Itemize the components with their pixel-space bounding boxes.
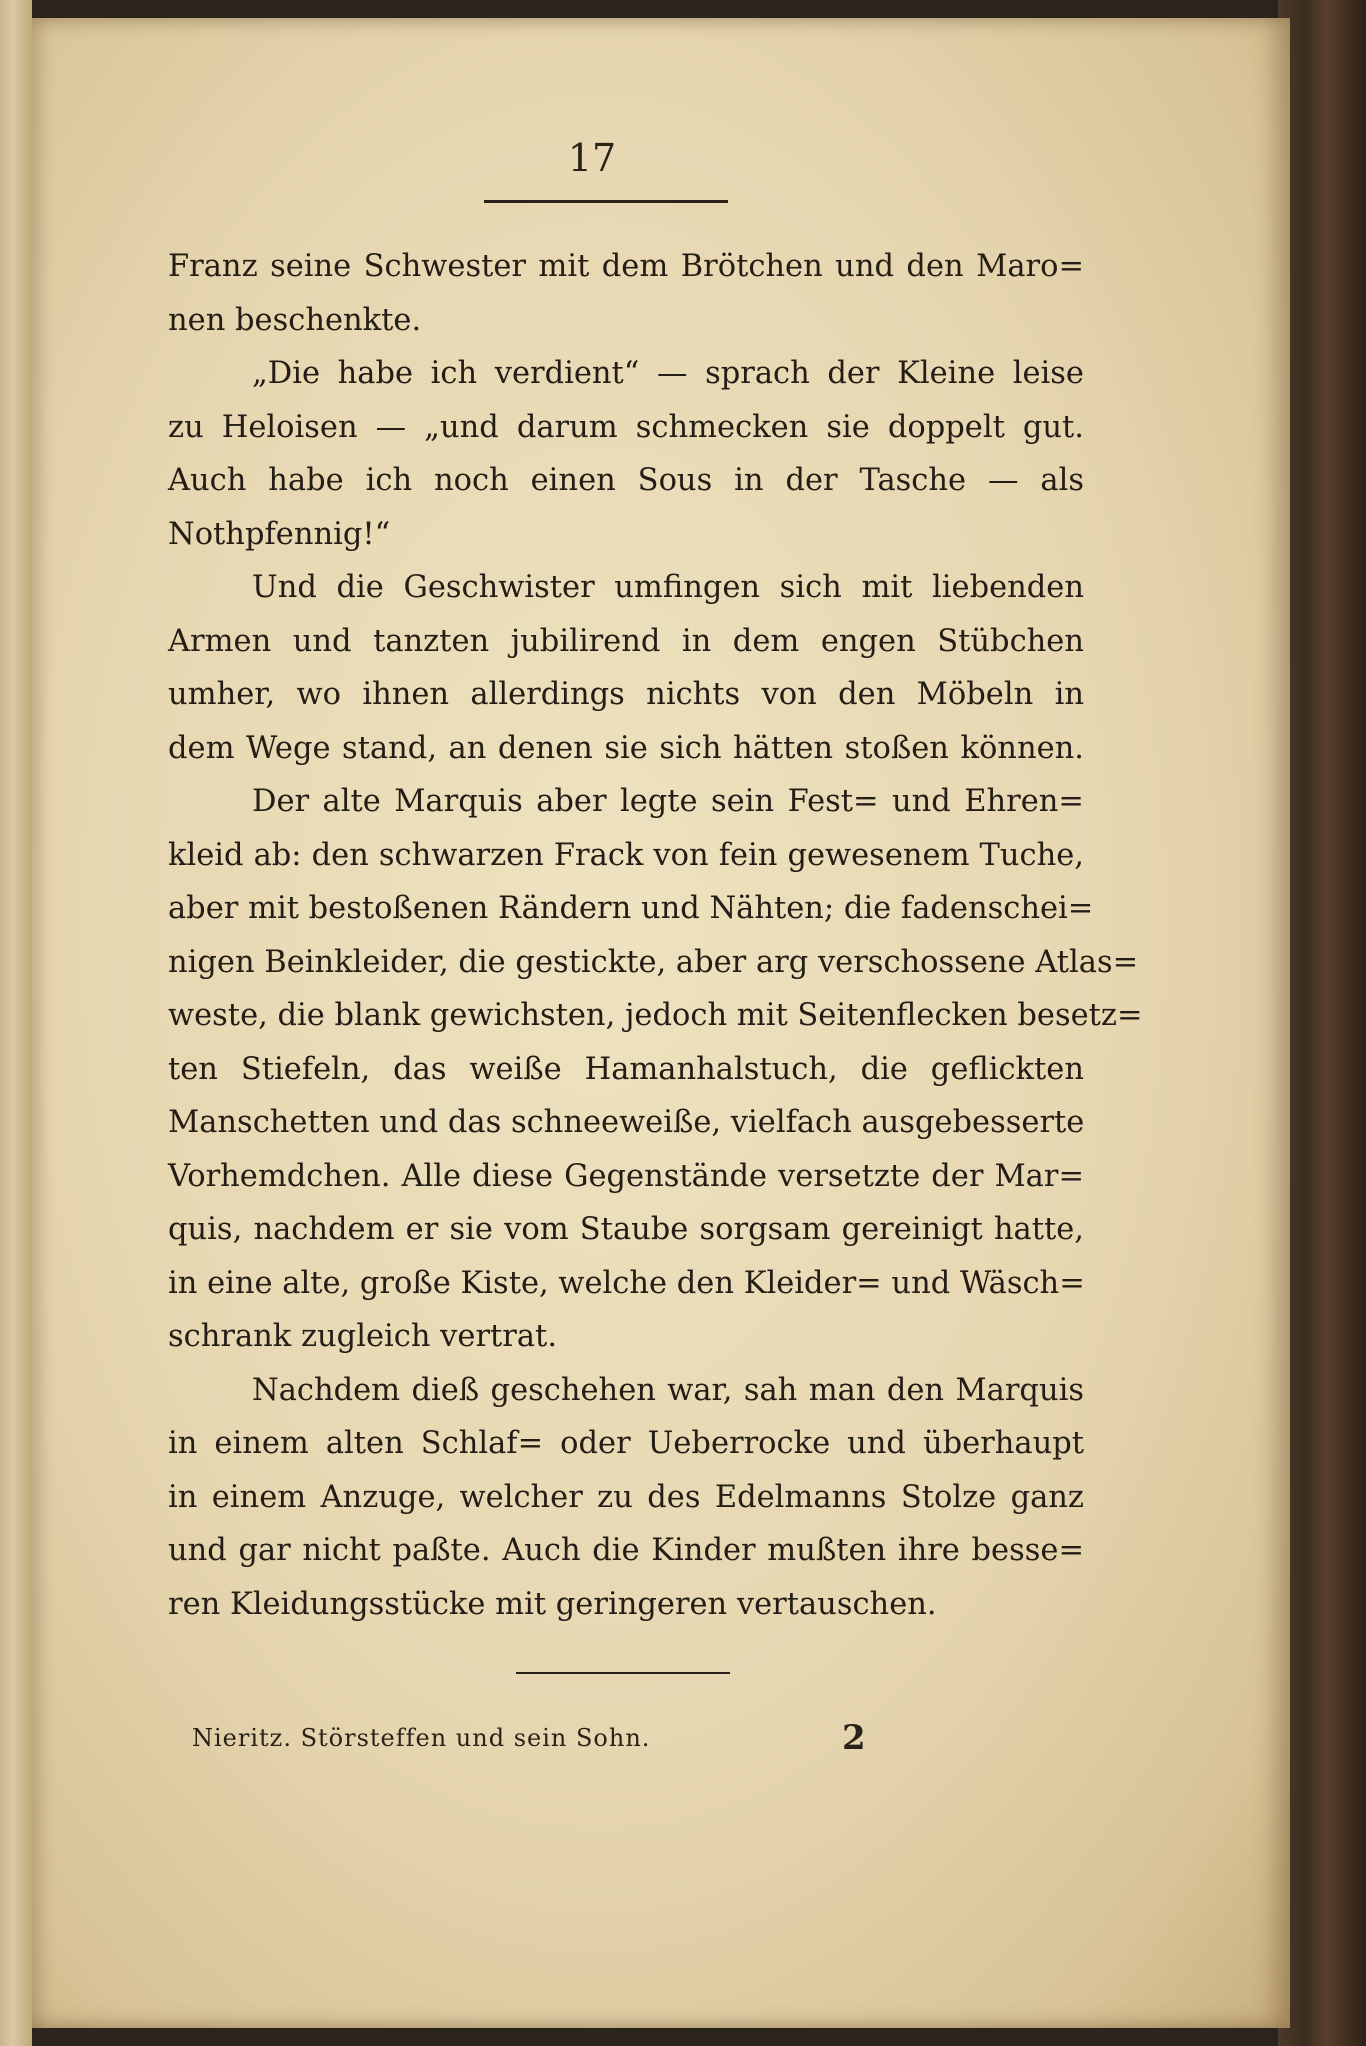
text-line: kleid ab: den schwarzen Frack von fein gewesenem Tuche, <box>168 837 1084 873</box>
text-line: zu Heloisen — „und darum schmecken sie doppelt gut. <box>168 409 1084 445</box>
header-rule <box>484 200 728 203</box>
page-number: 17 <box>567 136 617 180</box>
text-line: Nachdem dieß geschehen war, sah man den Marquis <box>252 1372 1084 1408</box>
text-line: Vorhemdchen. Alle diese Gegenstände versetzte der Mar= <box>168 1158 1084 1194</box>
text-line: ten Stiefeln, das weiße Hamanhalstuch, die geflickten <box>168 1051 1084 1087</box>
text-line: Armen und tanzten jubilirend in dem engen Stübchen <box>168 623 1084 659</box>
text-line: Und die Geschwister umfingen sich mit liebenden <box>252 570 1084 605</box>
text-line: Der alte Marquis aber legte sein Fest= und Ehren= <box>252 784 1084 819</box>
text-line: Manschetten und das schneeweiße, vielfach ausgebesserte <box>168 1105 1085 1140</box>
text-line: „Die habe ich verdient“ — sprach der Kleine leise <box>252 356 1084 391</box>
text-line: Nothpfennig!“ <box>168 516 391 552</box>
text-line: und gar nicht paßte. Auch die Kinder mußten ihre besse= <box>168 1533 1084 1568</box>
text-line: nigen Beinkleider, die gestickte, aber arg verschossene Atlas= <box>168 944 1139 980</box>
book-cover-edge <box>1278 0 1366 2046</box>
text-line: Franz seine Schwester mit dem Brötchen und den Maro= <box>168 249 1084 284</box>
footer-signature: Nieritz. Störsteffen und sein Sohn. <box>192 1724 651 1752</box>
text-line: Auch habe ich noch einen Sous in der Tasche — als <box>168 463 1084 498</box>
text-line: in eine alte, große Kiste, welche den Kleider= und Wäsch= <box>168 1265 1085 1301</box>
text-line: dem Wege stand, an denen sie sich hätten stoßen können. <box>168 730 1084 766</box>
text-line: in einem Anzuge, welcher zu des Edelmanns Stolze ganz <box>168 1479 1084 1515</box>
text-line: in einem alten Schlaf= oder Ueberrocke und überhaupt <box>168 1426 1084 1461</box>
text-line: umher, wo ihnen allerdings nichts von den Möbeln in <box>168 677 1084 712</box>
body-text <box>168 240 1143 1631</box>
text-line: quis, nachdem er sie vom Staube sorgsam gereinigt hatte, <box>168 1212 1084 1247</box>
sheet-mark: 2 <box>842 1718 866 1758</box>
text-line: ren Kleidungsstücke mit geringeren vertauschen. <box>168 1586 937 1622</box>
book-page <box>32 18 1290 2028</box>
text-line: weste, die blank gewichsten, jedoch mit Seitenflecken besetz= <box>168 998 1143 1033</box>
footer-rule <box>516 1672 730 1674</box>
text-line: aber mit bestoßenen Rändern und Nähten; die fadenschei= <box>168 891 1094 926</box>
text-line: nen beschenkte. <box>168 302 422 338</box>
text-line: schrank zugleich vertrat. <box>168 1319 558 1354</box>
binding-edge <box>0 0 32 2046</box>
